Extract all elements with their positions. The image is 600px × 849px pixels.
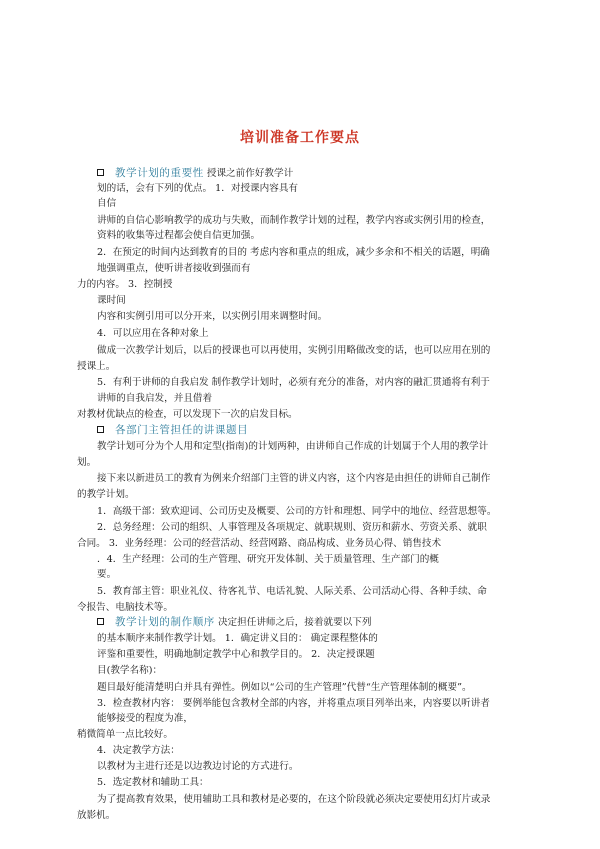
section-heading-line	[97, 167, 293, 180]
section-heading: 教学计划的制作顺序	[115, 616, 215, 628]
text-line: 要。	[97, 569, 117, 580]
section-heading: 教学计划的重要性	[115, 167, 204, 179]
text-line: 内容和实例引用可以分开来，以实例引用来调整时间。	[97, 311, 328, 322]
checkbox-square-icon	[97, 426, 104, 433]
page-title: 培训准备工作要点	[240, 130, 360, 146]
text-line: 接下来以新进员工的教育为例来介绍部门主管的讲义内容，这个内容是由担任的讲师自己制作	[97, 473, 491, 484]
text-line: 评鉴和重要性，明确地制定教学中心和教学目的。 2．决定授课题	[97, 649, 375, 660]
text-line: 自信	[97, 198, 117, 209]
text-line: 2．总务经理：公司的组织、人事管理及各项规定、就职规则、资历和薪水、劳资关系、就职	[97, 522, 487, 533]
text-line: 划的话，会有下列的优点。 1．对授课内容具有	[97, 183, 299, 194]
checkbox-square-icon	[97, 618, 104, 625]
text-line: 课时间	[97, 295, 126, 306]
text-line: 做成一次教学计划后，以后的授课也可以再使用，实例引用略做改变的话，也可以应用在别的	[97, 345, 491, 356]
text-line: 2．在预定的时间内达到教育的目的 考虑内容和重点的组成，减少多余和不相关的话题，明确	[97, 247, 490, 258]
text-line: 资料的收集等过程都会使自信更加强。	[97, 230, 261, 241]
text-line: 4．可以应用在各种对象上	[97, 328, 209, 339]
text-line: 为了提高教育效果，使用辅助工具和教材是必要的，在这个阶段就必须决定要使用幻灯片或录	[97, 794, 491, 805]
text-line: 讲师的自信心影响教学的成功与失败，而制作教学计划的过程，教学内容或实例引用的检查，	[97, 215, 491, 226]
text-line: 5．有利于讲师的自我启发 制作教学计划时，必须有充分的准备，对内容的融汇贯通将有利于	[97, 377, 490, 388]
text-line: 决定担任讲师之后，接着就要以下列	[217, 617, 372, 628]
text-line: 以教材为主进行还是以边教边讨论的方式进行。	[97, 761, 299, 772]
text-line: 对教材优缺点的检查，可以发现下一次的启发目标。	[77, 409, 298, 420]
text-line: 4．决定教学方法：	[97, 745, 180, 756]
text-line: 1．高级干部：致欢迎词、公司历史及概要、公司的方针和理想、同学中的地位、经营思想等。	[97, 506, 497, 517]
section-heading: 各部门主管担任的讲课题目	[115, 424, 249, 436]
text-line: 稍微简单一点比较好。	[77, 729, 173, 740]
text-line: 授课上。	[77, 361, 116, 372]
text-line: 的教学计划。	[77, 489, 135, 500]
text-line: 合同。 3．业务经理：公司的经营活动、经营网路、商品构成、业务员心得、销售技术	[77, 538, 442, 549]
checkbox-square-icon	[97, 169, 104, 176]
text-line: 力的内容。 3．控制授	[77, 279, 173, 290]
text-line: 教学计划可分为个人用和定型(指南)的计划两种，由讲师自己作成的计划属于个人用的教学计	[97, 441, 489, 452]
text-line: 放影机。	[77, 810, 116, 821]
section-heading-line	[97, 424, 248, 437]
text-line: ．4．生产经理：公司的生产管理、研究开发体制、关于质量管理、生产部门的概	[97, 554, 439, 565]
text-line: 能够接受的程度为准，	[97, 713, 193, 724]
text-line: 划。	[77, 457, 97, 468]
text-line: 5．教育部主管：职业礼仪、待客礼节、电话礼貌、人际关系、公司活动心得、各种手续、命	[97, 586, 487, 597]
text-line: 目(教学名称)：	[97, 665, 163, 676]
section-heading-line	[97, 616, 371, 629]
text-line: 的基本顺序来制作教学计划。 1．确定讲义目的： 确定课程整体的	[97, 633, 378, 644]
text-line: 5．选定教材和辅助工具：	[97, 777, 209, 788]
text-line: 3．检查教材内容： 要例举能包含教材全部的内容，并将重点项目列举出来，内容要以听讲者	[97, 698, 490, 709]
text-line: 讲师的自我启发，并且借着	[97, 393, 213, 404]
text-line: 地强调重点，使听讲者接收到强而有	[97, 263, 251, 274]
text-line: 题目最好能清楚明白并具有弹性。例如以“公司的生产管理”代替“生产管理体制的概要”。	[97, 682, 472, 693]
text-line: 令报告、电脑技术等。	[77, 602, 173, 613]
text-line: 授课之前作好教学计	[206, 168, 294, 179]
